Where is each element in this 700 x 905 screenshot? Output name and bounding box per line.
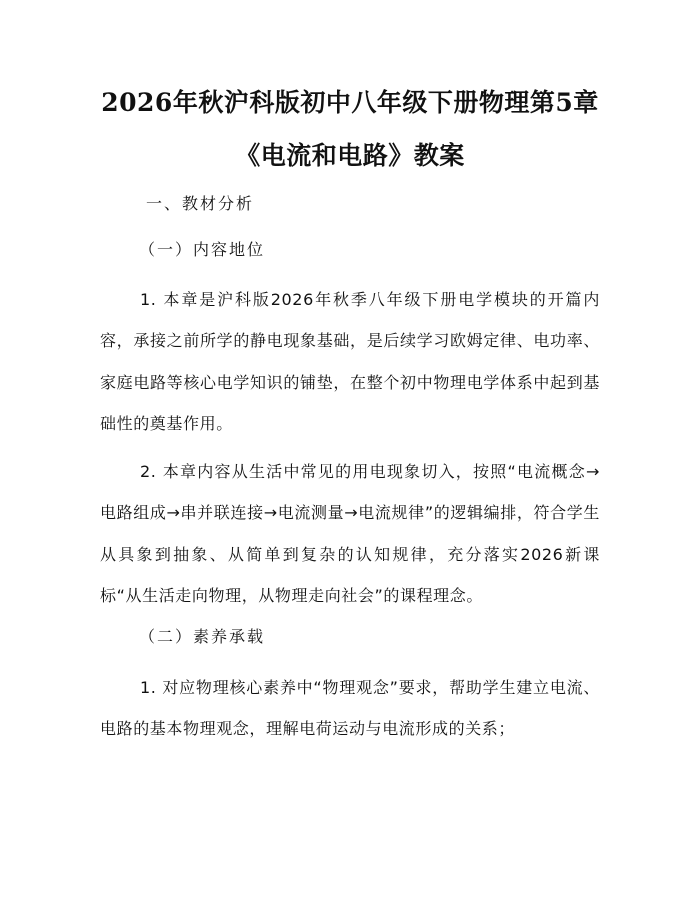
subsection-heading-content-position: （一）内容地位 xyxy=(139,240,266,259)
paragraph-chapter-position: 1. 本章是沪科版2026年秋季八年级下册电学模块的开篇内容，承接之前所学的静电现象基础，是后续学习欧姆定律、电功率、家庭电路等核心电学知识的铺垫，在整个初中物理电学体系中起到基础性的奠基作用。 xyxy=(100,290,600,434)
section-heading-textbook-analysis: 一、教材分析 xyxy=(146,194,255,213)
document-title-line-2: 《电流和电路》教案 xyxy=(235,141,465,170)
paragraph-physics-concept: 1. 对应物理核心素养中“物理观念”要求，帮助学生建立电流、电路的基本物理观念，理解电荷运动与电流形成的关系； xyxy=(100,678,600,739)
paragraph-content-arrangement: 2. 本章内容从生活中常见的用电现象切入，按照“电流概念→电路组成→串并联连接→电流测量→电流规律”的逻辑编排，符合学生从具象到抽象、从简单到复杂的认知规律，充分落实2026新课标“从生活走向物理，从物理走向社会”的课程理念。 xyxy=(100,462,600,606)
document-title-line-1: 2026年秋沪科版初中八年级下册物理第5章 xyxy=(101,88,599,117)
subsection-heading-literacy: （二）素养承载 xyxy=(139,627,266,646)
